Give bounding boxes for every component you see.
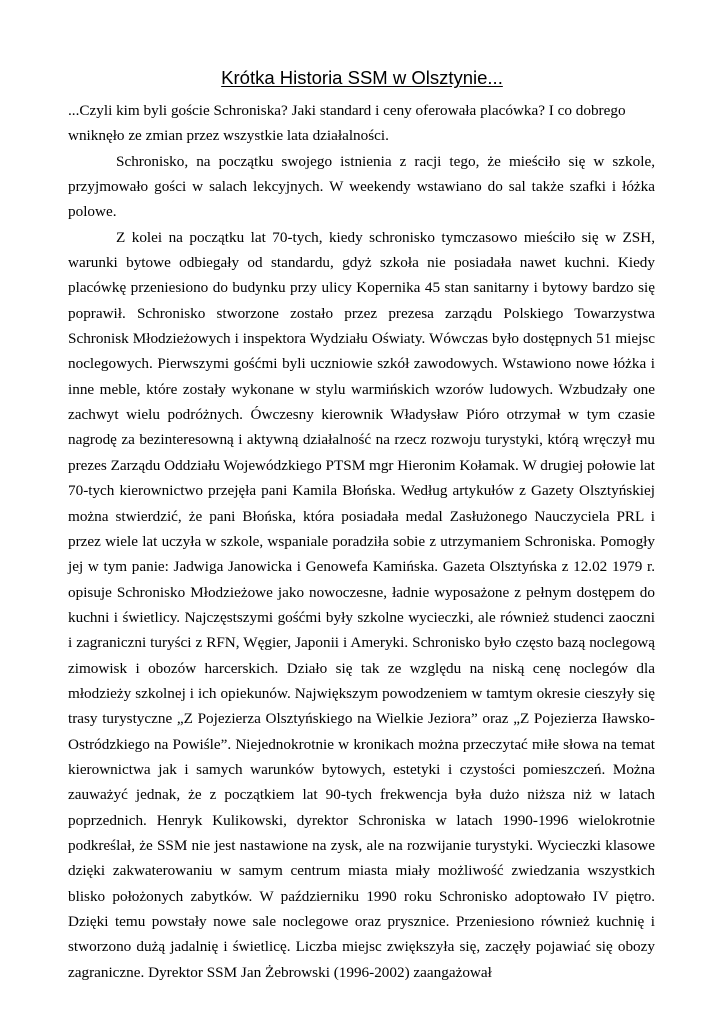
paragraph-1: Schronisko, na początku swojego istnienia z racji tego, że mieściło się w szkole, przyjmowało gości w salach lekcyjnych. W weekendy wstawiano do sal także szafki i łóżka polowe.: [68, 152, 655, 221]
document-title: Krótka Historia SSM w Olsztynie...: [221, 67, 503, 88]
intro-paragraph: ...Czyli kim byli goście Schroniska? Jaki standard i ceny oferowała placówka? I co dobrego wniknęło ze zmian przez wszystkie lata działalności.: [68, 102, 626, 145]
paragraph-2: Z kolei na początku lat 70-tych, kiedy schronisko tymczasowo mieściło się w ZSH, warunki bytowe odbiegały od standardu, gdyż szkoła nie posiadała nawet kuchni. Kiedy placówkę przeniesiono do budynku przy ulicy Kopernika 45 stan sanitarny i bytowy bardzo się poprawił. Schronisko stworzone zostało przez prezesa zarządu Polskiego Towarzystwa Schronisk Młodzieżowych i inspektora Wydziału Oświaty. Wówczas było dostępnych 51 miejsc noclegowych. Pierwszymi gośćmi byli uczniowie szkół zawodowych. Wstawiono nowe łóżka i inne meble, które zostały wykonane w stylu warmińskich wzorów ludowych. Wzbudzały one zachwyt wielu podróżnych. Ówczesny kierownik Władysław Pióro otrzymał w tym czasie nagrodę za bezinteresowną i aktywną działalność na rzecz rozwoju turystyki, którą wręczył mu prezes Zarządu Oddziału Wojewódzkiego PTSM mgr Hieronim Kołamak. W drugiej połowie lat 70-tych kierownictwo przejęła pani Kamila Błońska. Według artykułów z Gazety Olsztyńskiej można stwierdzić, że pani Błońska, która posiadała medal Zasłużonego Nauczyciela PRL i przez wiele lat uczyła w szkole, wspaniale poradziła sobie z utrzymaniem Schroniska. Pomogły jej w tym panie: Jadwiga Janowicka i Genowefa Kamińska. Gazeta Olsztyńska z 12.02 1979 r. opisuje Schronisko Młodzieżowe jako nowoczesne, ładnie wyposażone z pełnym dostępem do kuchni i świetlicy. Najczęstszymi gośćmi były szkolne wycieczki, ale również studenci zaoczni i zagraniczni turyści z RFN, Węgier, Japonii i Ameryki. Schronisko było często bazą noclegową zimowisk i obozów harcerskich. Działo się tak ze względu na niską cenę noclegów dla młodzieży szkolnej i ich opiekunów. Największym powodzeniem w tamtym okresie cieszyły się trasy turystyczne „Z Pojezierza Olsztyńskiego na Wielkie Jeziora” oraz „Z Pojezierza Iławsko-Ostródzkiego na Powiśle”. Niejednokrotnie w kronikach można przeczytać miłe słowa na temat kierownictwa jak i samych warunków bytowych, estetyki i czystości pomieszczeń. Można zauważyć jednak, że z początkiem lat 90-tych frekwencja była dużo niższa niż w latach poprzednich. Henryk Kulikowski, dyrektor Schroniska w latach 1990-1996 wielokrotnie podkreślał, że SSM nie jest nastawione na zysk, ale na rozwijanie turystyki. Wycieczki klasowe dzięki zakwaterowaniu w samym centrum miasta miały możliwość zwiedzania wszystkich blisko położonych zabytków. W październiku 1990 roku Schronisko adoptowało IV piętro. Dzięki temu powstały nowe sale noclegowe oraz prysznice. Przeniesiono również kuchnię i stworzono dużą jadalnię i świetlicę. Liczba miejsc zwiększyła się, zaczęły pojawiać się obozy zagraniczne. Dyrektor SSM Jan Żebrowski (1996-2002) zaangażował: [68, 228, 655, 981]
document-body: [68, 98, 655, 985]
